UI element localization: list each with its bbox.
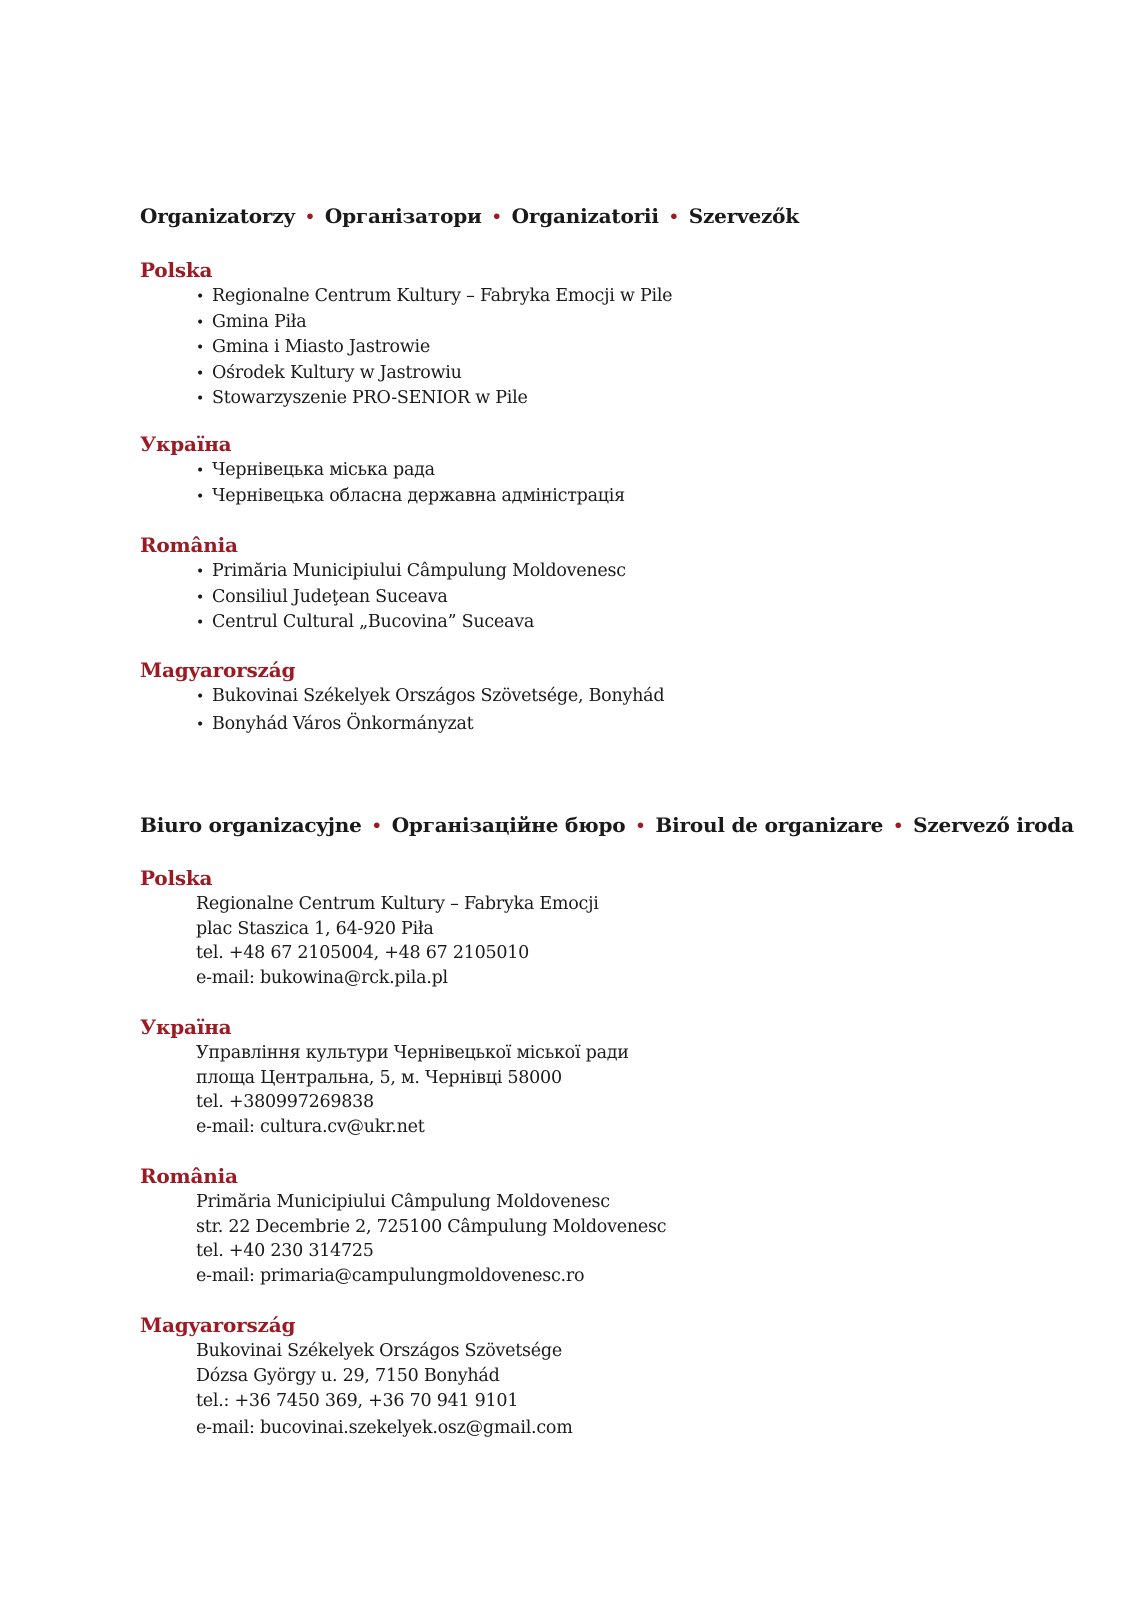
office-phone: tel. +48 67 2105004, +48 67 2105010 bbox=[196, 943, 530, 964]
heading-pl: Biuro organizacyjne bbox=[140, 813, 362, 837]
office-name: Primăria Municipiului Câmpulung Moldovenesc bbox=[196, 1192, 610, 1212]
address-block bbox=[196, 1190, 1040, 1288]
office-address: Dózsa György u. 29, 7150 Bonyhád bbox=[196, 1365, 500, 1386]
organizers-group-romania bbox=[140, 533, 1040, 636]
office-phone: tel. +380997269838 bbox=[196, 1092, 374, 1113]
office-address: площа Центральна, 5, м. Чернівці 58000 bbox=[196, 1067, 562, 1088]
separator-dot: • bbox=[491, 207, 502, 226]
list-item: • Gmina Piła bbox=[196, 310, 1040, 336]
country-label: Polska bbox=[140, 258, 213, 282]
list-item: • Centrul Cultural „Bucovina” Suceava bbox=[196, 610, 1040, 636]
office-group-romania bbox=[140, 1164, 1040, 1288]
office-address: str. 22 Decembrie 2, 725100 Câmpulung Moldovenesc bbox=[196, 1216, 667, 1237]
organizer-list bbox=[140, 684, 1040, 737]
office-phone: tel.: +36 7450 369, +36 70 941 9101 bbox=[196, 1391, 519, 1412]
separator-dot: • bbox=[304, 207, 315, 226]
list-item: • Gmina i Miasto Jastrowie bbox=[196, 335, 1040, 361]
bullet-icon: • bbox=[196, 615, 205, 632]
bullet-icon: • bbox=[196, 564, 205, 580]
bullet-icon: • bbox=[196, 391, 205, 408]
address-block bbox=[196, 1041, 1040, 1139]
list-item: • Consiliul Judeţean Suceava bbox=[196, 585, 1040, 611]
office-name: Bukovinai Székelyek Országos Szövetsége bbox=[196, 1341, 562, 1361]
heading-ua: Організаційне бюро bbox=[391, 813, 626, 837]
list-item: • Bukovinai Székelyek Országos Szövetsége, Bonyhád bbox=[196, 684, 1040, 710]
bullet-icon: • bbox=[196, 488, 205, 505]
organizers-group-ukraina bbox=[140, 432, 1040, 509]
list-item: • Чернівецька міська рада bbox=[196, 458, 1040, 484]
organizer-list bbox=[140, 458, 1040, 509]
bullet-icon: • bbox=[196, 340, 205, 357]
bullet-icon: • bbox=[196, 289, 205, 305]
country-label: Україна bbox=[140, 432, 232, 456]
organizer-list bbox=[140, 284, 1040, 412]
heading-hu: Szervezők bbox=[688, 204, 799, 228]
heading-ua: Організатори bbox=[324, 204, 482, 228]
office-name: Управління культури Чернівецької міської ради bbox=[196, 1043, 629, 1063]
country-label: România bbox=[140, 1164, 238, 1188]
heading-pl: Organizatorzy bbox=[140, 204, 295, 228]
bullet-icon: • bbox=[196, 365, 205, 382]
separator-dot: • bbox=[371, 816, 382, 835]
office-heading bbox=[140, 812, 1074, 839]
list-item: • Stowarzyszenie PRO-SENIOR w Pile bbox=[196, 386, 1040, 412]
heading-ro: Organizatorii bbox=[511, 204, 659, 228]
list-item: • Чернівецька обласна державна адміністрація bbox=[196, 484, 1040, 510]
country-label: Magyarország bbox=[140, 658, 296, 682]
office-email: e-mail: cultura.cv@ukr.net bbox=[196, 1116, 425, 1137]
separator-dot: • bbox=[668, 207, 679, 226]
organizers-group-polska bbox=[140, 258, 1040, 412]
heading-hu: Szervező iroda bbox=[913, 813, 1074, 837]
bullet-icon: • bbox=[196, 463, 205, 479]
bullet-icon: • bbox=[196, 314, 205, 331]
office-email: e-mail: bucovinai.szekelyek.osz@gmail.com bbox=[196, 1417, 573, 1438]
office-email: e-mail: bukowina@rck.pila.pl bbox=[196, 967, 448, 988]
country-label: Україна bbox=[140, 1015, 232, 1039]
country-label: Polska bbox=[140, 866, 213, 890]
organizers-group-magyarorszag bbox=[140, 658, 1040, 737]
list-item: • Regionalne Centrum Kultury – Fabryka Emocji w Pile bbox=[196, 284, 1040, 310]
country-label: România bbox=[140, 533, 238, 557]
office-name: Regionalne Centrum Kultury – Fabryka Emocji bbox=[196, 894, 599, 914]
organizer-list bbox=[140, 559, 1040, 636]
list-item: • Bonyhád Város Önkormányzat bbox=[196, 712, 1040, 738]
list-item: • Ośrodek Kultury w Jastrowiu bbox=[196, 361, 1040, 387]
bullet-icon: • bbox=[196, 589, 205, 606]
country-label: Magyarország bbox=[140, 1313, 296, 1337]
office-phone: tel. +40 230 314725 bbox=[196, 1241, 374, 1262]
office-group-ukraina bbox=[140, 1015, 1040, 1139]
heading-ro: Biroul de organizare bbox=[655, 813, 884, 837]
address-block bbox=[196, 892, 1040, 990]
office-group-magyarorszag bbox=[140, 1313, 1040, 1440]
office-group-polska bbox=[140, 866, 1040, 990]
bullet-icon: • bbox=[196, 716, 205, 733]
office-address: plac Staszica 1, 64-920 Piła bbox=[196, 918, 434, 939]
address-block bbox=[196, 1339, 1040, 1440]
separator-dot: • bbox=[635, 816, 646, 835]
office-email: e-mail: primaria@campulungmoldovenesc.ro bbox=[196, 1265, 585, 1286]
list-item: • Primăria Municipiului Câmpulung Moldovenesc bbox=[196, 559, 1040, 585]
separator-dot: • bbox=[893, 816, 904, 835]
organizers-heading bbox=[140, 203, 1040, 230]
bullet-icon: • bbox=[196, 689, 205, 705]
